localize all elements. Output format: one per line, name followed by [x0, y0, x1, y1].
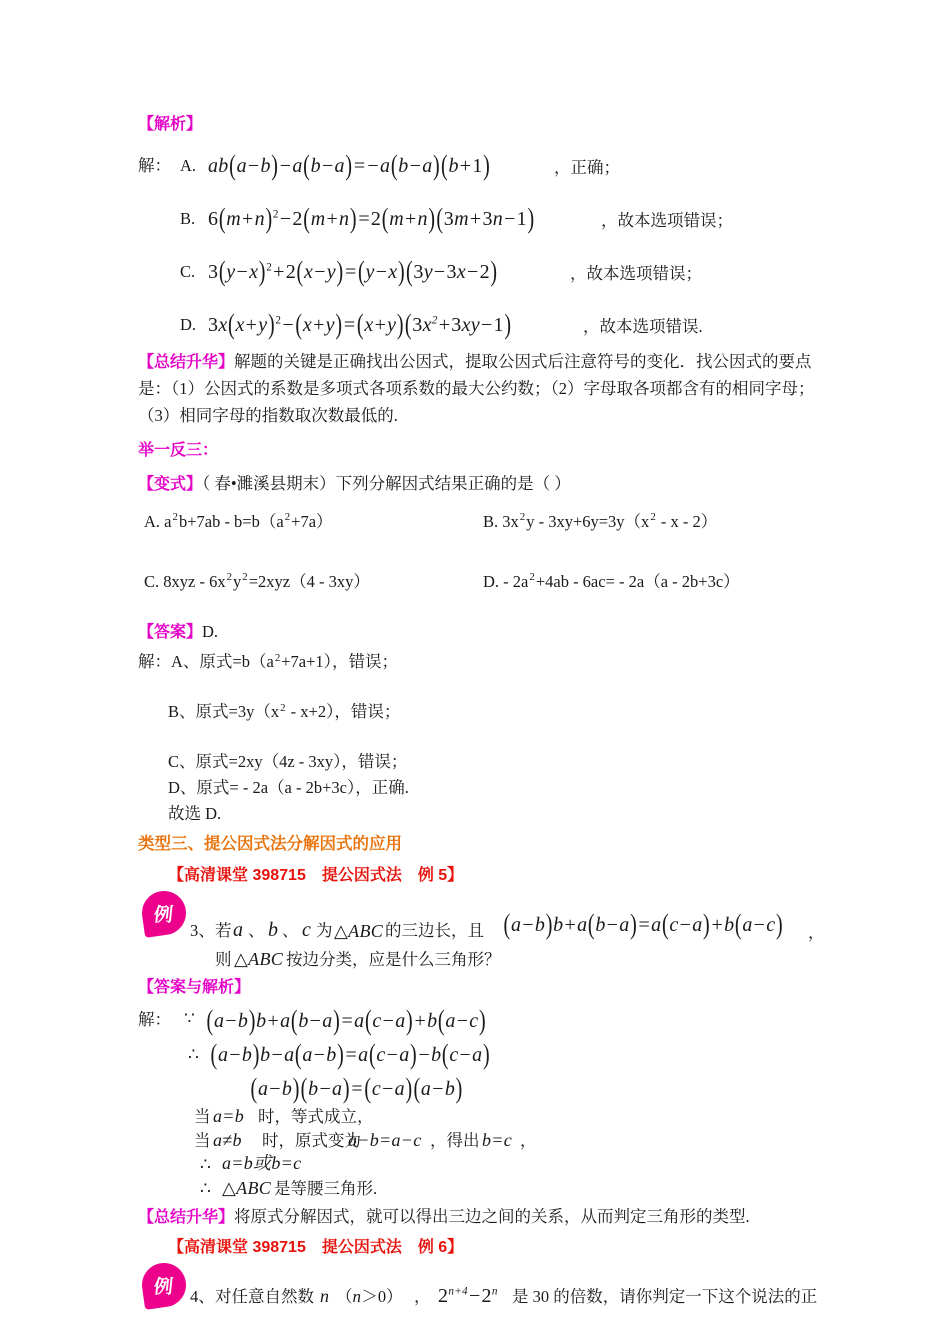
step-c-verdict: ，错误；: [341, 751, 408, 771]
therefore-symbol-icon-2: ∴: [200, 1155, 211, 1174]
variant-answer-value: D.: [202, 621, 219, 641]
summary-1-tag: 【总结升华】: [138, 354, 235, 372]
variant-answer-step-b: [138, 700, 838, 724]
example-5-step3-row: [138, 1069, 838, 1103]
summary-1-text: 解题的关键是正确找出公因式，提取公因式后注意符号的变化．找公因式的要点是：（1）公因式的系数是多项式各项系数的最大公约数；（2）字母取各项都含有的相同字母；（3）相同字母的指数取次数最低的.: [138, 352, 815, 425]
analysis-tag-line: [138, 112, 838, 136]
option-b-formula: $6(m+n)^2-2(m+n)=2(m+n)(3m+3n-1)$: [208, 203, 535, 235]
example-5-text-mid: 为: [316, 920, 333, 940]
variant-answer-tag: 【答案】: [138, 623, 203, 641]
conclusion-1: a=b或b=c: [222, 1153, 302, 1173]
case2-end: ，: [520, 1131, 537, 1150]
case2-prefix: 当: [194, 1131, 211, 1150]
step-c-label: C、: [168, 751, 196, 771]
step-a-expr: 原式$=b(a^2+7a+1)$: [199, 651, 332, 672]
option-d-label: D.: [180, 315, 197, 335]
example-6-text-after: 是 30 的倍数，请你判定一下这个说法的正: [512, 1287, 818, 1307]
option-c-verdict: ，故本选项错误；: [570, 264, 702, 284]
example-badge-icon-2: [139, 1261, 189, 1311]
example-5-solution-label: 解：: [138, 1010, 171, 1029]
example-5-var-a: a: [233, 918, 244, 941]
example-5-line2-prefix: 则: [215, 949, 232, 969]
example-badge-label-2: 例: [153, 1276, 175, 1298]
option-b-verdict: ，故本选项错误；: [601, 211, 733, 231]
example-5-step3-formula: (a−b)(b−a)=(c−a)(a−b): [250, 1072, 463, 1105]
example-5-step2-row: [138, 1035, 838, 1069]
variant-choice-d-label: D.: [483, 571, 500, 591]
example-5-triangle: △ABC: [334, 920, 384, 941]
case2-condition: a≠b: [213, 1130, 242, 1150]
step-d-expr: 原式= - 2a（a - 2b+3c）: [196, 777, 356, 797]
variant-choices: [138, 502, 838, 604]
example-badge-icon: [139, 888, 189, 938]
case1-prefix: 当: [194, 1107, 211, 1126]
conclusion-2-triangle: △ABC: [222, 1178, 272, 1198]
analysis-option-c-row: [138, 233, 838, 286]
extension-heading: 举一反三：: [138, 441, 219, 459]
case1-condition: a=b: [213, 1106, 245, 1126]
example-5-text-before: 若: [215, 920, 232, 940]
example-6-number: 4、: [190, 1287, 215, 1307]
step-b-verdict: ，错误；: [334, 702, 401, 722]
example-5-formula: (a−b)b+a(b−a)=a(c−a)+b(a−c): [503, 908, 783, 941]
because-symbol-icon: ∵: [184, 1009, 195, 1028]
option-c-formula: $3(y-x)^2+2(x-y)=(y-x)(3y-3x-2)$: [208, 256, 498, 288]
case2-tail: ，得出: [430, 1131, 480, 1150]
hd-class-5-line: [138, 863, 838, 887]
example-5-var-b: b: [268, 918, 279, 941]
variant-choice-c: C. $8xyz - 6x^2y^2=2xyz(4 - 3xy)$: [144, 571, 370, 591]
example-5-text-after: 的三边长，且: [385, 920, 484, 940]
step-d-verdict: ，正确.: [355, 777, 409, 797]
option-a-verdict: ，正确；: [554, 158, 620, 178]
step-d-label: D、: [168, 777, 197, 797]
extension-heading-line: [138, 438, 838, 462]
variant-answer-step-d: [138, 776, 838, 800]
example-5-line2-triangle: △ABC: [234, 948, 284, 969]
example-5-comma: ，: [808, 922, 825, 942]
variant-choice-d: D. - $2a^2+4ab - 6ac= - 2a(a - 2b+3c)$: [483, 571, 740, 591]
therefore-symbol-icon-3: ∴: [200, 1179, 211, 1198]
summary-2-tag: 【总结升华】: [138, 1209, 235, 1226]
variant-answer-solution-label: 解：: [138, 652, 171, 672]
example-5-answer-tag: 【答案与解析】: [138, 978, 251, 996]
conclusion-2-text: 是等腰三角形.: [274, 1179, 378, 1198]
variant-answer-final-text: 故选 D.: [168, 803, 222, 823]
example-5-case1-row: [138, 1105, 838, 1129]
option-a-label: A.: [180, 156, 197, 176]
variant-answer-final: [138, 802, 838, 826]
type-three-heading-line: [138, 832, 838, 857]
variant-choice-b: B. $3x^2y - 3xy+6y=3y(x^2 - x - 2)$: [483, 511, 718, 531]
option-c-label: C.: [180, 262, 196, 282]
therefore-symbol-icon: ∴: [188, 1045, 199, 1064]
example-badge-label: 例: [153, 904, 175, 926]
example-5-answer-tag-line: [138, 975, 838, 999]
option-a-formula: ab(a−b)−a(b−a)= −a(b−a)(b+1): [208, 150, 491, 182]
variant-choice-b-label: B.: [483, 511, 499, 531]
variant-question-line: [138, 472, 838, 496]
example-5-step2-formula: (a−b)b−a(a−b)=a(c−a)−b(c−a): [210, 1038, 490, 1071]
option-b-label: B.: [180, 209, 196, 229]
step-a-label: A、: [171, 652, 200, 672]
case2-expr: a−b=a−c: [348, 1130, 422, 1150]
variant-tag: 【变式】: [138, 475, 203, 493]
solution-label: 解：: [138, 156, 171, 176]
example-6-comma: ，: [414, 1287, 431, 1307]
example-6-question-row: [138, 1263, 838, 1319]
type-three-heading: 类型三、提公因式法分解因式的应用: [138, 834, 402, 853]
hd-class-6-line: [138, 1235, 838, 1259]
step-b-label: B、: [168, 702, 196, 722]
analysis-option-a-row: [138, 136, 838, 180]
step-a-verdict: ，错误；: [331, 652, 398, 672]
analysis-option-b-row: [138, 180, 838, 233]
example-5-question-row: [138, 891, 838, 947]
hd-class-6-label: 【高清课堂 398715 提公因式法 例 6】: [168, 1239, 464, 1257]
example-6-var-n: n: [320, 1286, 330, 1307]
example-6-condition: （n＞0）: [336, 1287, 403, 1307]
hd-class-5-label: 【高清课堂 398715 提公因式法 例 5】: [168, 866, 464, 884]
example-5-line2-text: 按边分类，应是什么三角形？: [286, 949, 501, 969]
variant-answer-step-a: [138, 650, 838, 674]
step-b-expr: 原式$=3y(x^2 - x+2)$: [195, 701, 335, 722]
variant-answer-step-c: [138, 750, 838, 774]
example-5-step1-formula: (a−b)b+a(b−a)=a(c−a)+b(a−c): [206, 1004, 486, 1037]
variant-choice-row-1: [138, 502, 838, 544]
example-5-sep-2: 、: [282, 920, 299, 940]
variant-choice-a: A. $a^2b+7ab - b=b(a^2+7a)$: [144, 511, 333, 531]
example-5-question-line2: [138, 947, 838, 973]
variant-text: 下列分解因式结果正确的是（ ）: [335, 473, 571, 493]
example-5-sep-1: 、: [248, 920, 265, 940]
example-5-step1-row: [138, 1001, 838, 1035]
variant-choice-row-2: [138, 562, 838, 604]
step-c-expr: 原式=2xy（4z - 3xy）: [195, 751, 342, 771]
summary-1-block: [138, 349, 838, 429]
example-6-text-before: 对任意自然数: [215, 1287, 314, 1307]
variant-source: （ 春•濉溪县期末）: [202, 473, 336, 493]
case1-text: 时，等式成立，: [258, 1107, 374, 1126]
example-5-conclusion-2-row: [138, 1177, 838, 1201]
example-5-conclusion-1-row: [138, 1153, 838, 1177]
example-6-expr: $2^{n+4}-2^n$: [438, 1285, 498, 1308]
case2-mid: 时，原式变为: [262, 1131, 361, 1150]
document-content: [138, 112, 838, 1319]
summary-2-text: 将原式分解因式，就可以得出三边之间的关系，从而判定三角形的类型.: [234, 1207, 750, 1226]
variant-answer-line: [138, 620, 838, 644]
analysis-tag: 【解析】: [138, 116, 203, 133]
variant-choice-c-label: C.: [144, 571, 160, 591]
analysis-option-d-row: [138, 286, 838, 339]
variant-choice-a-label: A.: [144, 511, 161, 531]
case2-result: b=c: [482, 1130, 513, 1150]
example-5-var-c: c: [302, 918, 312, 941]
summary-2-line: [138, 1205, 838, 1229]
example-5-number: 3、: [190, 920, 215, 940]
option-d-verdict: ，故本选项错误.: [583, 317, 703, 337]
option-d-formula: $3x(x+y)^2-(x+y)=(x+y)(3x^2+3xy-1)$: [208, 309, 512, 341]
